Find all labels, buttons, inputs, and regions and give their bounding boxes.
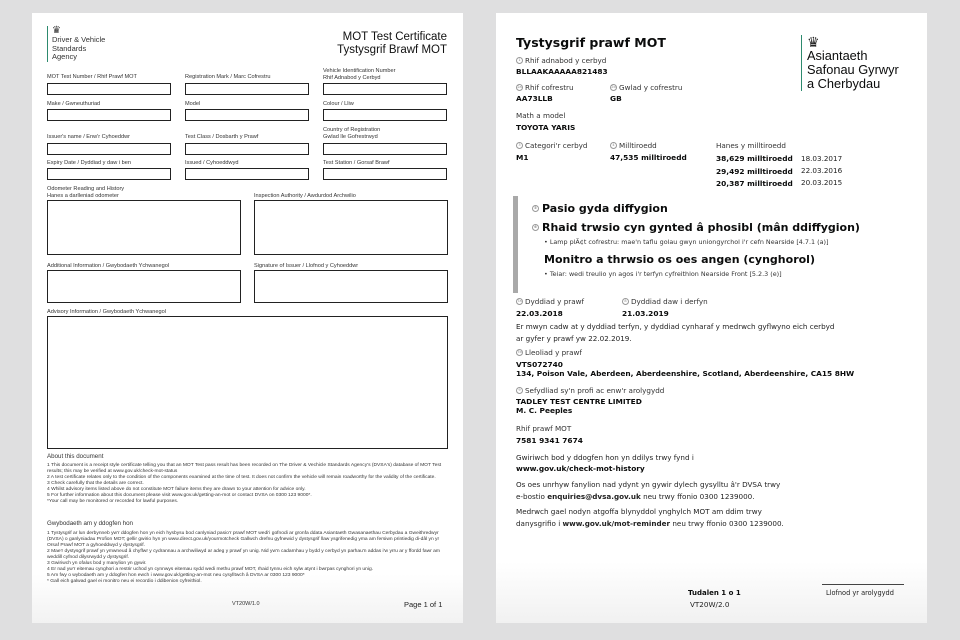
label-text: Milltiroedd [619, 141, 657, 150]
test-number-label: Rhif prawf MOT [516, 424, 572, 433]
mileage-history-date: 18.03.2017 [801, 154, 843, 163]
mot-test-number-field[interactable] [47, 83, 171, 95]
issuer-name-field[interactable] [47, 143, 171, 155]
mot-certificate-english-page [32, 13, 463, 623]
expiry-note: Er mwyn cadw at y dyddiad terfyn, y dyddiad cynharaf y medrwch gyflwyno eich cerbyd [516, 322, 835, 331]
about-item: 2 A test certificate relates only to the condition of the components examined at the time of test. It does not confirm the vehicle will remain roadworthy for the validity of the certificate. [47, 475, 436, 480]
title-welsh: Tystysgrif Brawf MOT [337, 44, 447, 56]
field-label-mot-test-number: MOT Test Number / Rhif Prawf MOT [47, 74, 137, 80]
reminder-text: Medrwch gael nodyn atgoffa blynyddol ynghylch MOT am ddim trwy [516, 507, 762, 516]
category-label [516, 141, 588, 150]
number-badge-icon: 5 [532, 205, 539, 212]
field-label-model: Model [185, 101, 201, 107]
field-label-issued: Issued / Cyhoeddwyd [185, 160, 239, 166]
welsh-about-list [47, 531, 447, 585]
label-line: Rhif Adnabod y Cerbyd [323, 74, 381, 81]
number-badge-icon: 1 [516, 57, 523, 64]
label-text: Dyddiad y prawf [525, 297, 585, 306]
inspector-name: M. C. Peeples [516, 406, 573, 415]
royal-crest-icon: ♛ [807, 34, 820, 50]
vehicle-id-value: BLLAAKAAAAA821483 [516, 67, 608, 76]
mileage-history-label: Hanes y milltiroedd [716, 141, 786, 150]
registration-field[interactable] [185, 83, 309, 95]
label-line: Odometer Reading and History [47, 186, 125, 192]
number-badge-icon: 9 [516, 387, 523, 394]
title-english: MOT Test Certificate [342, 31, 447, 43]
welsh-about-item: 1 Tystysgrif ar lun derbynneb yw'r ddogfen hon yn eich hysbysu bod canlyniad pasio'r prawf MOT wedi'i gofnodi ar gronfa ddata Asiantaeth Gwasanaethau Cerbydau a Gweithredwyr (DVSA) o ganlyniadau Profion MOT; gellir gwirio hyn yn www.direct.gov.uk/yourmotcheck Gallwch drefnu gyfnewid y dystysgrif llaw ysgrifenedig yma am fersiwn printiedig di-dâl yn yr Orsaf Prawf MOT a gyhoeddwyd y dystysgrif. [47, 531, 440, 548]
vin-field[interactable] [323, 83, 447, 95]
logo-text: Driver & Vehicle [52, 35, 106, 44]
agency-logo [801, 35, 899, 91]
logo-text: a Cherbydau [807, 76, 881, 91]
number-badge-icon: 8 [622, 298, 629, 305]
test-number-value: 7581 9341 7674 [516, 436, 583, 445]
registration-label [516, 83, 574, 92]
label-line: Country of Registration [323, 127, 381, 133]
expiry-date-label [622, 297, 708, 306]
number-badge-icon: 2b [610, 84, 617, 91]
number-badge-icon: 2a [516, 84, 523, 91]
result-advisory-heading: Monitro a thrwsio os oes angen (cynghorol) [544, 253, 815, 266]
heading-text: Rhaid trwsio cyn gynted â phosibl (mân ddiffygion) [542, 221, 860, 234]
result-minor-heading [532, 221, 860, 234]
result-indicator-bar [513, 196, 518, 293]
email-link[interactable]: enquiries@dvsa.gov.uk [547, 492, 641, 501]
location-label [516, 348, 582, 357]
mileage-history-miles: 20,387 milltiroedd [716, 179, 793, 188]
logo-text: Agency [52, 52, 78, 61]
text: neu trwy ffonio 0300 1239000. [670, 519, 784, 528]
country-label [610, 83, 682, 92]
organisation-name: TADLEY TEST CENTRE LIMITED [516, 397, 642, 406]
defect-text: Lamp plÃ¢t cofrestru: mae'n taflu golau gwyn uniongyrchol i'r cefn Nearside [4.7.1 (a)] [549, 238, 829, 246]
about-item: *Your call may be monitored or recorded for lawful purposes. [47, 499, 179, 504]
form-code: VT20W/2.0 [690, 600, 730, 609]
certificate-title [337, 31, 447, 57]
organisation-label [516, 386, 664, 395]
registration-value: AA73LLB [516, 94, 553, 103]
label-text: Sefydliad sy'n profi ac enw'r arolygydd [525, 386, 665, 395]
form-code: VT20W/1.0 [232, 601, 260, 607]
defect-item: • Lamp plÃ¢t cofrestru: mae'n taflu golau gwyn uniongyrchol i'r cefn Nearside [4.7.1 (a)] [544, 238, 829, 246]
vehicle-id-label [516, 56, 606, 65]
country-value: GB [610, 94, 622, 103]
about-item: 1 This document is a receipt style certificate telling you that an MOT Test pass result has been recorded on The Driver & Vechicle Standards Agency's (DVSA's) database of MOT Test results; this may be verified at www.gov.uk/check-mot-status [47, 463, 442, 474]
mileage-label [610, 141, 657, 150]
location-address: 134, Poison Vale, Aberdeen, Aberdeenshire, Scotland, Aberdeenshire, CA15 8HW [516, 369, 855, 378]
category-value: M1 [516, 153, 529, 162]
expiry-note: ar gyfer y prawf yw 22.02.2019. [516, 334, 632, 343]
page-number: Tudalen 1 o 1 [688, 589, 741, 597]
field-label-colour: Colour / Lliw [323, 101, 354, 107]
make-field[interactable] [47, 109, 171, 121]
text: danysgrifio i [516, 519, 563, 528]
about-title: About this document [47, 453, 104, 460]
signature-field[interactable] [254, 270, 448, 303]
field-label-additional-info: Additional Information / Gwybodaeth Ychwanegol [47, 263, 170, 269]
mileage-history-miles: 38,629 milltiroedd [716, 154, 793, 163]
reminder-text-line2 [516, 519, 784, 528]
text: neu trwy ffonio 0300 1239000. [640, 492, 755, 501]
odometer-field[interactable] [47, 200, 241, 255]
model-field[interactable] [185, 109, 309, 121]
mileage-history-date: 20.03.2015 [801, 178, 843, 187]
signature-line [822, 584, 904, 585]
about-item: 3 Check carefully that the details are correct. [47, 481, 144, 486]
make-model-value: TOYOTA YARIS [516, 123, 576, 132]
field-label-vin [323, 68, 395, 81]
label-text: Rhif cofrestru [525, 83, 574, 92]
field-label-advisory-info: Advisory Information / Gwybodaeth Ychwanegol [47, 309, 166, 315]
label-text: Rhif adnabod y cerbyd [525, 56, 607, 65]
welsh-about-item: 3 Gwiriwch yn ofalus bod y manylion yn gywir. [47, 561, 147, 566]
reminder-link[interactable]: www.gov.uk/mot-reminder [562, 519, 671, 528]
check-text: Gwiriwch bod y ddogfen hon yn ddilys trwy fynd i [516, 453, 694, 462]
number-badge-icon: 3 [516, 142, 523, 149]
field-label-country [323, 127, 380, 140]
test-class-field[interactable] [185, 143, 309, 155]
contact-text: Os oes unrhyw fanylion nad ydynt yn gywir dylech gysylltu â'r DVSA trwy [516, 480, 781, 489]
page-number: Page 1 of 1 [404, 600, 443, 609]
field-label-test-class: Test Class / Dosbarth y Prawf [185, 134, 259, 140]
expiry-date-value: 21.03.2019 [622, 309, 669, 318]
field-label-make: Make / Gwneuthuriad [47, 101, 101, 107]
field-label-test-station: Test Station / Gorsaf Brawf [323, 160, 390, 166]
about-list [47, 463, 447, 505]
mileage-history-miles: 29,492 milltiroedd [716, 167, 793, 176]
mileage-history-date: 22.03.2016 [801, 166, 843, 175]
colour-field[interactable] [323, 109, 447, 121]
test-date-label [516, 297, 584, 306]
page-title: Tystysgrif prawf MOT [516, 35, 666, 50]
logo-text: Asiantaeth [807, 48, 868, 63]
welsh-about-item: * Gall eich galwad gael ei monitro neu ei recordio i ddibenion cyfreithiol. [47, 579, 202, 584]
logo-text: Safonau Gyrwyr [807, 62, 899, 77]
number-badge-icon: 7b [516, 349, 523, 356]
make-model-label: Math a model [516, 111, 566, 120]
field-label-registration: Registration Mark / Marc Cofrestru [185, 74, 271, 80]
advisory-text: Teiar: wedi treulio yn agos i'r terfyn cyfreithlon Nearside Front [5.2.3 (e)] [549, 270, 782, 278]
label-text: Categori'r cerbyd [525, 141, 588, 150]
field-label-expiry-date: Expiry Date / Dyddiad y daw i ben [47, 160, 131, 166]
advisory-item: • Teiar: wedi treulio yn agos i'r terfyn cyfreithlon Nearside Front [5.2.3 (e)] [544, 270, 782, 278]
result-pass-heading [532, 202, 668, 215]
number-badge-icon: 6 [532, 224, 539, 231]
logo-text: Standards [52, 43, 87, 53]
number-badge-icon: 7a [516, 298, 523, 305]
welsh-about-item: 2 Mae'r dystysgrif prawf yn ymwneud â chyflwr y cydrannau a archwiliwyd ar adeg y prawf yn unig. Nid yw'n cadarnhau y bydd y cerbyd yn parhau'n addas i'w yrru ar y ffordd fawr am weddill cyfnod dilysrwydd y dystysgrif. [47, 549, 440, 560]
heading-text: Pasio gyda diffygion [542, 202, 668, 215]
expiry-date-field[interactable] [47, 168, 171, 180]
country-field[interactable] [323, 143, 447, 155]
welsh-about-item: 4 Er nad yw'r eitemau cynghori a restrir uchod yn cynnwys eitemau sydd wedi methu prawf MOT, rhaid tynnu eich sylw atynt i bwrpas cynghori yn unig. [47, 567, 374, 572]
number-badge-icon: 4 [610, 142, 617, 149]
check-link[interactable]: www.gov.uk/check-mot-history [516, 464, 645, 473]
text: e-bostio [516, 492, 548, 501]
inspection-authority-field[interactable] [254, 200, 448, 255]
mileage-value: 47,535 milltiroedd [610, 153, 687, 162]
test-date-value: 22.03.2018 [516, 309, 563, 318]
welsh-about-title: Gwybodaeth am y ddogfen hon [47, 520, 133, 527]
label-line: Gwlad lle Gofrestrwyd [323, 133, 378, 140]
signature-label: Llofnod yr arolygydd [826, 589, 894, 597]
dvsa-logo [47, 26, 105, 62]
issued-field[interactable] [185, 168, 309, 180]
field-label-signature: Signature of Issuer / Llofnod y Cyhoeddwr [254, 263, 359, 269]
label-text: Lleoliad y prawf [525, 348, 582, 357]
test-station-field[interactable] [323, 168, 447, 180]
additional-info-field[interactable] [47, 270, 241, 303]
label-line: Hanes a darlleniad odometer [47, 192, 119, 199]
contact-text-line2 [516, 492, 755, 501]
label-text: Gwlad y cofrestru [619, 83, 683, 92]
about-item: 4 Whilst advisory items listed above do not constitute MOT failure items they are drawn to your attention for advice only. [47, 487, 306, 492]
advisory-info-field[interactable] [47, 316, 448, 449]
welsh-about-item: 5 Am fwy o wybodaeth am y ddogfen hon ewch i www.gov.uk/getting-an-mot neu cysylltwch â DVSA ar 0300 123 9000* [47, 573, 305, 578]
about-item: 5 For further information about this document please visit www.gov.uk/getting-an-mot or contact DVSA on 0300 123 9000*. [47, 493, 312, 498]
label-text: Dyddiad daw i derfyn [631, 297, 708, 306]
field-label-odometer [47, 186, 124, 199]
field-label-issuer-name: Issuer's name / Enw'r Cyhoeddwr [47, 134, 130, 140]
label-line: Vehicle Identification Number [323, 68, 396, 74]
location-code: VTS072740 [516, 360, 563, 369]
field-label-inspection-authority: Inspection Authority / Awdurdod Archwilio [254, 193, 356, 199]
mot-certificate-welsh-page [496, 13, 927, 623]
royal-crest-icon: ♛ [52, 25, 61, 36]
